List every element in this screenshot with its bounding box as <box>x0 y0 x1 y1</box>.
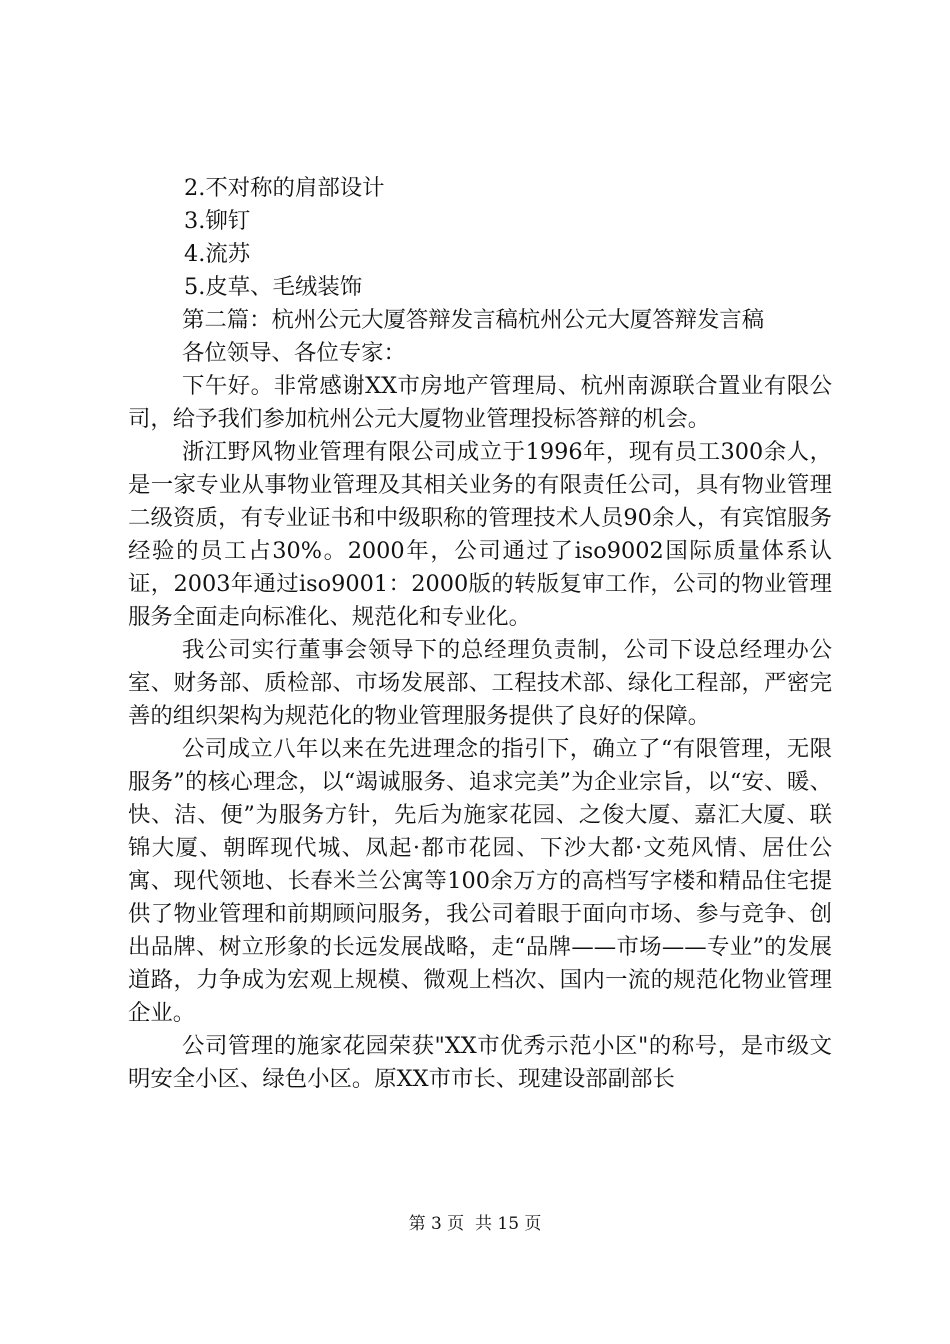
section-heading: 第二篇：杭州公元大厦答辩发言稿杭州公元大厦答辩发言稿 <box>182 307 765 333</box>
paragraph: 我公司实行董事会领导下的总经理负责制，公司下设总经理办公室、财务部、质检部、市场发展部、工程技术部、绿化工程部，严密完善的组织架构为规范化的物业管理服务提供了良好的保障。 <box>128 637 832 729</box>
paragraph: 公司成立八年以来在先进理念的指引下，确立了“有限管理，无限服务”的核心理念，以“竭诚服务、追求完美”为企业宗旨，以“安、暖、快、洁、便”为服务方针，先后为施家花园、之俊大厦、嘉汇大厦、联锦大厦、朝晖现代城、凤起·都市花园、下沙大都·文苑风情、居仕公寓、现代领地、长春米兰公寓等100余万方的高档写字楼和精品住宅提供了物业管理和前期顾问服务，我公司着眼于面向市场、参与竞争、创出品牌、树立形象的长远发展战略，走“品牌——市场——专业”的发展道路，力争成为宏观上规模、微观上档次、国内一流的规范化物业管理企业。 <box>128 736 832 1026</box>
list-item: 2.不对称的肩部设计 <box>184 175 385 201</box>
paragraph: 浙江野风物业管理有限公司成立于1996年，现有员工300余人，是一家专业从事物业管理及其相关业务的有限责任公司，具有物业管理二级资质，有专业证书和中级职称的管理技术人员90余人，有宾馆服务经验的员工占30%。2000年，公司通过了iso9002国际质量体系认证，2003年通过iso9001：2000版的转版复审工作，公司的物业管理服务全面走向标准化、规范化和专业化。 <box>128 439 832 630</box>
paragraph: 下午好。非常感谢XX市房地产管理局、杭州南源联合置业有限公司，给予我们参加杭州公元大厦物业管理投标答辩的机会。 <box>128 373 832 432</box>
list-item: 5.皮草、毛绒装饰 <box>184 274 363 300</box>
salutation: 各位领导、各位专家： <box>182 340 406 366</box>
page-footer: 第 3 页 共 15 页 <box>408 1214 542 1234</box>
document-body <box>128 172 832 1096</box>
list-item: 3.铆钉 <box>184 208 251 234</box>
paragraph: 公司管理的施家花园荣获"XX市优秀示范小区"的称号，是市级文明安全小区、绿色小区。原XX市市长、现建设部副部长 <box>128 1033 832 1092</box>
list-item: 4.流苏 <box>184 241 251 267</box>
